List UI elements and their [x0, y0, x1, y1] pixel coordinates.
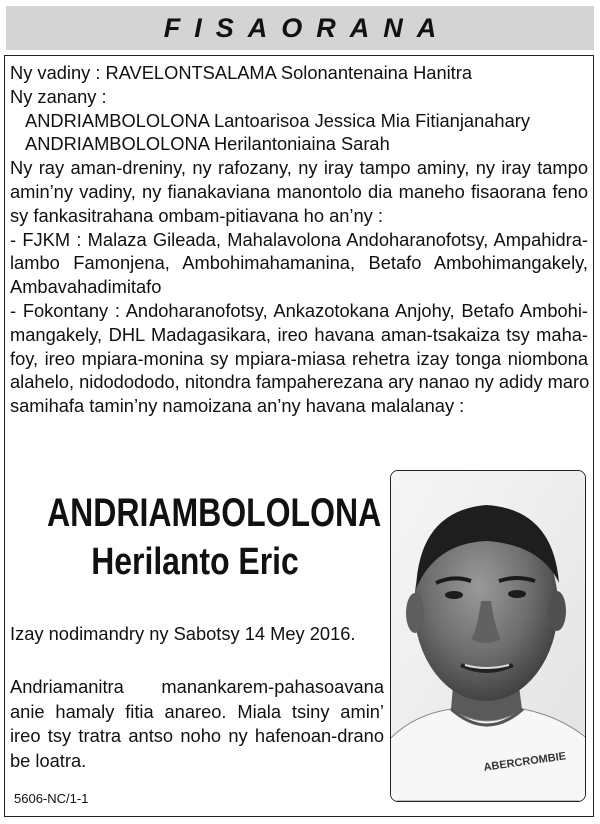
text-line: foy, ireo mpiara-monina sy mpiara-miasa rehetra izay tonga niombona	[10, 347, 588, 369]
text-line: mangakely, DHL Madagasikara, ireo havana aman-tsakaiza tsy maha-	[10, 323, 588, 345]
text-line: Ny ray aman-dreniny, ny rafozany, ny iray tampo aminy, ny iray tampo	[10, 157, 588, 179]
header-banner	[6, 6, 594, 50]
text-line: Ambavahadimitafo	[10, 276, 162, 298]
portrait-image	[391, 471, 585, 801]
text-line: lambo Famonjena, Ambohimahamanina, Betafo Ambohimangakely,	[10, 252, 588, 274]
deceased-given-names: Herilanto Eric	[91, 541, 299, 583]
closing-line: anie hamaly fitia anareo. Miala tsiny amin’	[10, 700, 384, 722]
portrait-photo	[390, 470, 586, 802]
text-line: - FJKM : Malaza Gileada, Mahalavolona Andoharanofotsy, Ampahidra-	[10, 228, 588, 250]
child-1: ANDRIAMBOLOLONA Lantoarisoa Jessica Mia Fitianjanahary	[25, 109, 530, 131]
closing-text	[10, 675, 384, 773]
acknowledgement-text	[10, 61, 588, 418]
text-line: - Fokontany : Andoharanofotsy, Ankazotokana Anjohy, Betafo Ambohi-	[10, 299, 588, 321]
text-line: sy fankasitrahana ombam-pitiavana ho an’ny :	[10, 204, 383, 226]
deceased-name	[10, 490, 380, 584]
shirt-print: ABERCROMBIE	[482, 750, 567, 774]
reference-code: 5606-NC/1-1	[14, 791, 89, 806]
deceased-surname: ANDRIAMBOLOLONA	[47, 491, 382, 535]
closing-line: Andriamanitra manankarem-pahasoavana	[10, 676, 384, 697]
text-line: alahelo, nidodododo, nitondra fampaherezana ary nanao ny adidy maro	[10, 371, 590, 393]
closing-line: ireo tsy tratra antso noho ny hafenoan-drano	[10, 725, 384, 746]
page-title: FISAORANA	[163, 12, 451, 43]
spouse-line: Ny vadiny : RAVELONTSALAMA Solonantenaina Hanitra	[10, 62, 473, 83]
death-date-line: Izay nodimandry ny Sabotsy 14 Mey 2016.	[10, 623, 356, 644]
child-2: ANDRIAMBOLOLONA Herilantoniaina Sarah	[25, 133, 390, 155]
text-line: amin’ny vadiny, ny fianakaviana manontolo dia maneho fisaorana feno	[10, 180, 588, 202]
children-label: Ny zanany :	[10, 85, 107, 107]
closing-line: be loatra.	[10, 749, 87, 771]
text-line: samihafa tamin’ny namoizana an’ny havana malalanay :	[10, 395, 465, 417]
